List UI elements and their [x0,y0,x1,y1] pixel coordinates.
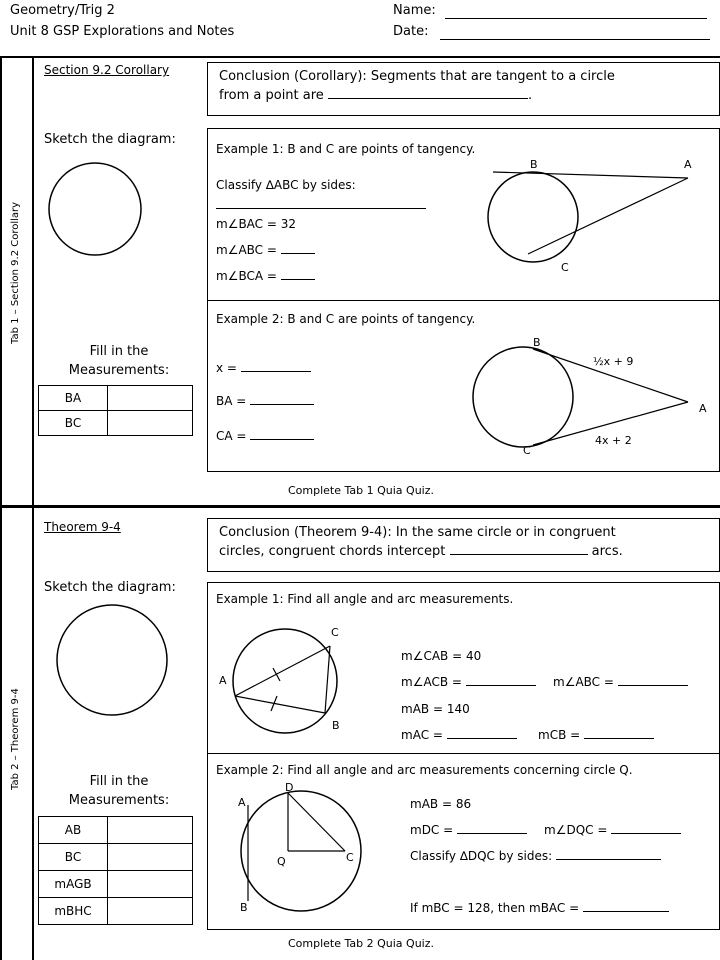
side-divider [32,56,34,960]
tab2-ex2-if-blank[interactable] [583,911,669,912]
tab1-conclusion-line2: from a point are . [219,88,533,103]
tab1-ex2-label-a: A [699,402,707,415]
tab-divider [0,505,720,508]
tab1-fill-line1: Fill in the [89,344,149,359]
tab2-section-title: Theorem 9-4 [44,520,121,534]
tab1-fill-label [44,342,194,380]
measure-cell[interactable] [108,386,193,411]
tab2-ex1-acb-blank[interactable] [466,685,536,686]
tab2-ex2-label-d: D [285,783,294,794]
tab1-ex1-label-a: A [684,159,692,171]
tab1-example-divider [208,300,719,301]
tab2-conclusion-blank[interactable] [450,554,588,555]
tab2-ex1-ac-line [401,728,517,742]
tab1-ex1-abc: m∠ABC = [216,243,277,257]
table-row [39,898,193,925]
tab1-conclusion-blank[interactable] [328,98,528,99]
tab2-conclusion-end: arcs. [591,544,623,559]
name-field[interactable] [445,18,707,19]
measure-cell[interactable] [108,871,193,898]
tab1-ex2-ba-line [216,394,314,408]
measure-label: BC [39,844,108,871]
tab1-ex2-ba-blank[interactable] [250,404,314,405]
measure-cell[interactable] [108,411,193,436]
tab1-ex2-ca-line [216,429,314,443]
tab2-ex2-dqc-blank[interactable] [611,833,681,834]
tab1-measure-table [38,385,193,436]
tab2-ex1-cab: m∠CAB = 40 [401,649,482,663]
tab1-ex2-label-b: B [533,336,541,349]
tab2-ex2-if: If mBC = 128, then mBAC = [410,901,580,915]
tab1-ex1-bca-line [216,269,315,283]
tab2-conclusion-text: circles, congruent chords intercept [219,544,446,559]
tab2-example-divider [208,753,719,754]
unit-title: Unit 8 GSP Explorations and Notes [10,24,235,39]
tab2-conclusion-box [207,518,720,572]
tab1-ex1-classify-blank[interactable] [216,208,426,209]
tab2-ex1-label-c: C [331,626,339,639]
tab2-ex1-abc: m∠ABC = [553,675,614,689]
tab1-complete-note: Complete Tab 1 Quia Quiz. [288,484,435,497]
tab2-ex2-ab: mAB = 86 [410,797,472,811]
tab2-sketch-label: Sketch the diagram: [44,580,176,595]
table-row [39,386,193,411]
tab2-side-label: Tab 2 – Theorem 9-4 [10,688,21,790]
tab2-ex2-dqc: m∠DQC = [544,823,608,837]
tab1-ex2-title: Example 2: B and C are points of tangency. [216,312,476,326]
tab2-ex2-label-c: C [346,851,354,864]
tab1-ex2-expr-top: ½x + 9 [593,355,634,368]
tab2-ex2-label-q: Q [277,855,286,868]
tab2-ex2-label-b: B [240,901,248,914]
tab1-ex1-title: Example 1: B and C are points of tangency. [216,142,476,156]
name-label: Name: [393,3,436,18]
tab2-conclusion-line2 [219,544,623,559]
tab2-ex1-label-b: B [332,719,340,732]
tab2-fill-label [44,772,194,810]
tab2-ex2-classify-blank[interactable] [556,859,661,860]
tab2-examples-box [207,582,720,930]
tab1-ex1-diagram [478,159,718,294]
measure-label: BC [39,411,108,436]
tab2-ex1-cb-line [538,728,654,742]
tab1-ex2-x-blank[interactable] [241,371,311,372]
tab1-ex1-abc-line [216,243,315,257]
tab2-ex2-classify-line [410,849,661,863]
tab2-ex1-diagram [213,621,353,751]
tab1-section-title: Section 9.2 Corollary [44,63,170,77]
tab2-measure-table [38,816,193,925]
tab2-fill-line2: Measurements: [68,793,170,808]
tab1-conclusion-line1: Conclusion (Corollary): Segments that are tangent to a circle [219,69,615,84]
tab1-fill-line2: Measurements: [68,363,170,378]
tab1-ex1-label-b: B [530,159,538,171]
measure-label: BA [39,386,108,411]
table-row [39,871,193,898]
tab1-ex1-bca-blank[interactable] [281,279,315,280]
course-title: Geometry/Trig 2 [10,3,115,18]
tab2-ex2-dqc-line [544,823,681,837]
measure-cell[interactable] [108,898,193,925]
left-border [0,56,2,960]
measure-label: AB [39,817,108,844]
table-row [39,844,193,871]
tab2-ex1-title: Example 1: Find all angle and arc measurements. [216,592,514,606]
tab2-ex1-ac-blank[interactable] [447,738,517,739]
tab1-ex2-x: x = [216,361,237,375]
tab1-ex1-abc-blank[interactable] [281,253,315,254]
tab2-fill-line1: Fill in the [89,774,149,789]
tab2-ex2-classify: Classify ∆DQC by sides: [410,849,553,863]
tab1-ex2-ba: BA = [216,394,247,408]
tab1-ex2-diagram [463,329,718,469]
measure-label: mAGB [39,871,108,898]
measure-cell[interactable] [108,844,193,871]
measure-label: mBHC [39,898,108,925]
tab1-side-label: Tab 1 – Section 9.2 Corollary [10,201,21,344]
tab1-conclusion-text: from a point are [219,88,324,103]
tab2-ex1-cb-blank[interactable] [584,738,654,739]
tab1-ex2-label-c: C [523,444,531,457]
tab1-ex1-label-c: C [561,261,569,274]
tab2-sketch-circle [54,602,174,722]
tab2-ex2-dc-blank[interactable] [457,833,527,834]
tab2-complete-note: Complete Tab 2 Quia Quiz. [288,937,435,950]
tab1-ex1-bac: m∠BAC = 32 [216,217,297,231]
tab2-ex2-title: Example 2: Find all angle and arc measurements concerning circle Q. [216,763,633,777]
tab2-ex2-label-a: A [238,796,246,809]
tab2-ex1-ac: mAC = [401,728,443,742]
tab2-ex1-acb-line [401,675,536,689]
measure-cell[interactable] [108,817,193,844]
tab1-conclusion-box [207,62,720,116]
tab1-ex2-x-line [216,361,311,375]
tab2-ex1-ab: mAB = 140 [401,702,470,716]
tab1-ex2-ca: CA = [216,429,247,443]
date-field[interactable] [440,39,710,40]
tab1-ex2-expr-bottom: 4x + 2 [595,434,632,447]
top-divider [0,56,720,58]
tab1-sketch-circle [46,160,146,260]
table-row [39,411,193,436]
tab1-ex2-ca-blank[interactable] [250,439,314,440]
tab2-ex1-acb: m∠ACB = [401,675,462,689]
tab1-sketch-label: Sketch the diagram: [44,132,176,147]
tab2-ex2-dc-line [410,823,527,837]
tab1-ex1-classify: Classify ∆ABC by sides: [216,178,356,192]
tab2-ex2-if-line [410,901,669,915]
tab2-ex1-cb: mCB = [538,728,581,742]
tab2-ex1-abc-blank[interactable] [618,685,688,686]
date-label: Date: [393,24,429,39]
tab2-ex2-dc: mDC = [410,823,454,837]
table-row [39,817,193,844]
tab2-ex1-abc-line [553,675,688,689]
tab1-ex1-bca: m∠BCA = [216,269,277,283]
tab2-ex1-label-a: A [219,674,227,687]
tab2-conclusion-line1: Conclusion (Theorem 9-4): In the same circle or in congruent [219,525,616,540]
tab2-ex2-diagram [223,783,373,923]
tab1-examples-box [207,128,720,472]
